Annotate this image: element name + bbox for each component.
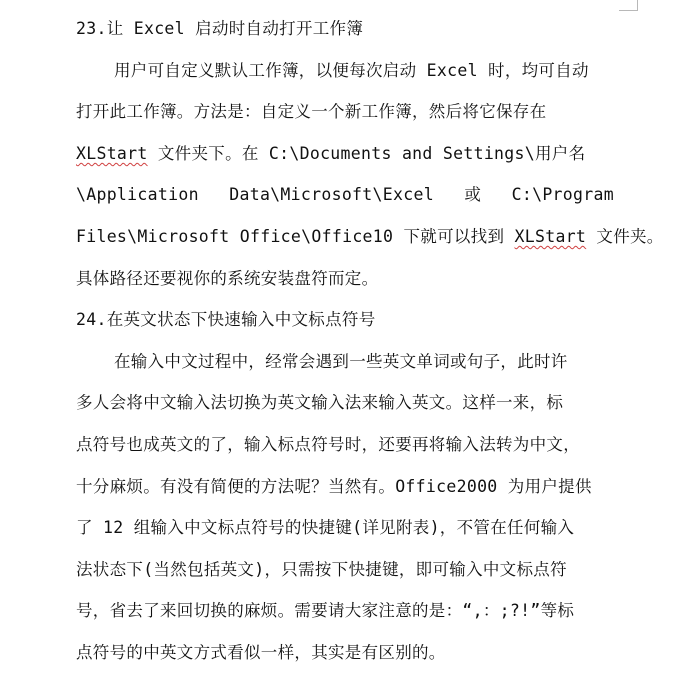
page-corner-mark xyxy=(619,0,638,11)
section-24-heading: 24.在英文状态下快速输入中文标点符号 xyxy=(76,310,376,330)
text-run: 文件夹下。在 C:\Documents and Settings\用户名 xyxy=(147,143,586,163)
section-23-line-5 xyxy=(76,222,664,264)
section-23-heading: 23.让 Excel 启动时自动打开工作簿 xyxy=(76,19,364,38)
section-24-line-3: 点符号也成英文的了，输入标点符号时，还要再将输入法转为中文， xyxy=(76,434,580,454)
spellcheck-term: XLStart xyxy=(514,226,587,246)
conjunction-text: 或 xyxy=(464,185,482,205)
section-23-line-6: 具体路径还要视你的系统安装盘符而定。 xyxy=(76,268,379,288)
section-23-line-4 xyxy=(76,180,614,222)
section-24-line-7: 号，省去了来回切换的麻烦。需要请大家注意的是：“,：;?!”等标 xyxy=(76,601,575,621)
section-24-line-8: 点符号的中英文方式看似一样，其实是有区别的。 xyxy=(76,642,446,662)
section-24-line-6: 法状态下(当然包括英文)，只需按下快捷键，即可输入中文标点符 xyxy=(76,559,567,579)
section-24-line-2: 多人会将中文输入法切换为英文输入法来输入英文。这样一来，标 xyxy=(76,393,564,413)
section-23-line-2: 打开此工作簿。方法是：自定义一个新工作簿，然后将它保存在 xyxy=(76,102,547,122)
path-segment: C:\Program xyxy=(511,185,614,205)
spellcheck-term: XLStart xyxy=(76,143,148,163)
section-24-line-5: 了 12 组输入中文标点符号的快捷键(详见附表)，不管在任何输入 xyxy=(76,518,575,538)
path-segment: \Application xyxy=(76,185,199,205)
path-segment: Data\Microsoft\Excel xyxy=(229,185,434,205)
section-24-line-4: 十分麻烦。有没有简便的方法呢？当然有。Office2000 为用户提供 xyxy=(76,476,592,496)
text-run: 文件夹。 xyxy=(586,226,664,246)
text-run: Files\Microsoft Office\Office10 下就可以找到 xyxy=(76,226,515,246)
document-body xyxy=(76,14,664,680)
section-23-line-3 xyxy=(76,139,614,181)
section-24-line-1: 在输入中文过程中，经常会遇到一些英文单词或句子，此时许 xyxy=(114,351,568,371)
section-23-line-1: 用户可自定义默认工作簿，以便每次启动 Excel 时，均可自动 xyxy=(114,60,589,80)
